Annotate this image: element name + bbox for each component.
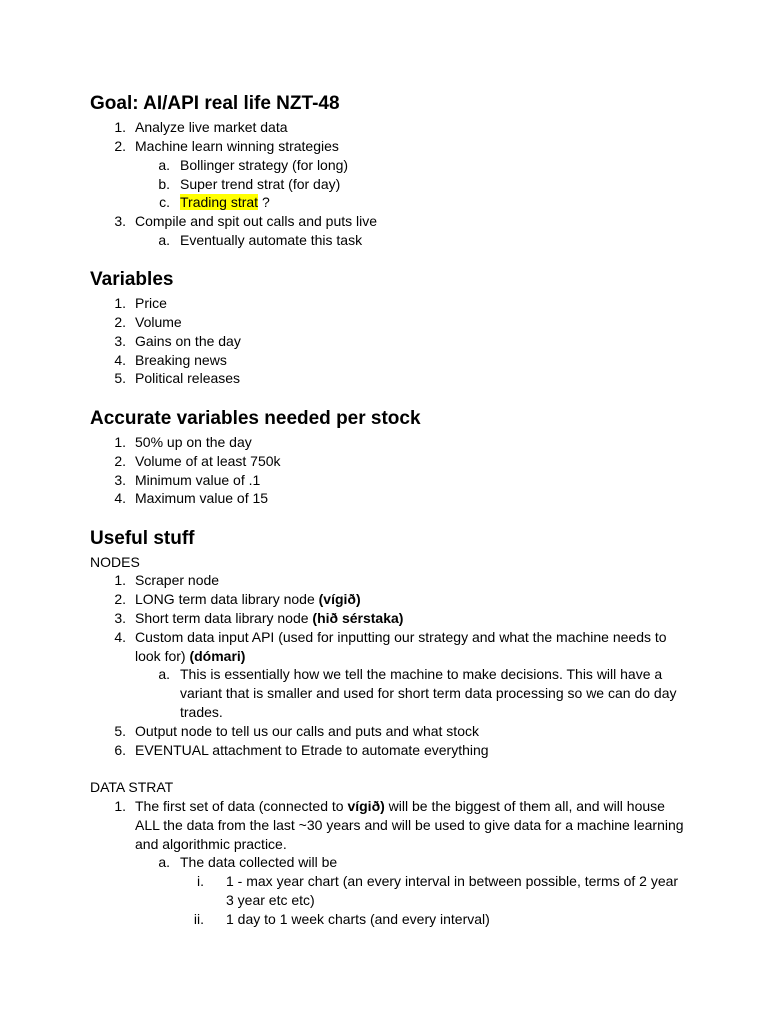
sublist-letter: b.	[158, 176, 170, 192]
sublist-item	[180, 193, 270, 211]
accurate-variables-heading: Accurate variables needed per stock	[90, 408, 421, 429]
sublist-letter: a.	[158, 157, 170, 173]
subsublist-numeral: i.	[197, 873, 204, 889]
subsublist-item: 1 - max year chart (an every interval in between possible, terms of 2 year	[226, 873, 679, 889]
list-number: 1.	[114, 434, 126, 450]
list-number: 2.	[114, 138, 126, 154]
list-item: Scraper node	[135, 572, 220, 588]
goal-heading: Goal: AI/API real life NZT-48	[90, 93, 340, 114]
list-number: 3.	[114, 213, 126, 229]
list-item	[135, 590, 361, 608]
list-item: Compile and spit out calls and puts live	[135, 213, 378, 229]
subsublist-item-continuation: 3 year etc etc)	[226, 892, 315, 908]
bold-term: (hið sérstaka)	[312, 610, 404, 626]
bold-term: (dómari)	[189, 648, 246, 664]
sublist-item-suffix: ?	[258, 194, 270, 210]
list-item: Gains on the day	[135, 333, 241, 349]
sublist-letter: a.	[158, 666, 170, 682]
list-item: Breaking news	[135, 352, 227, 368]
list-number: 3.	[114, 333, 126, 349]
sublist-letter: a.	[158, 854, 170, 870]
list-item: Output node to tell us our calls and puts and what stock	[135, 723, 479, 739]
list-number: 2.	[114, 453, 126, 469]
list-item: Price	[135, 295, 167, 311]
sublist-item: Eventually automate this task	[180, 232, 363, 248]
subsublist-item: 1 day to 1 week charts (and every interval)	[226, 911, 490, 927]
list-item	[135, 797, 665, 815]
sublist-item: Bollinger strategy (for long)	[180, 157, 349, 173]
list-number: 2.	[114, 314, 126, 330]
nodes-label: NODES	[90, 554, 140, 570]
list-number: 1.	[114, 572, 126, 588]
bold-term: vígið)	[347, 798, 385, 814]
list-item: Analyze live market data	[135, 119, 288, 135]
list-item: Machine learn winning strategies	[135, 138, 339, 154]
list-item-text: will be the biggest of them all, and will house	[384, 798, 665, 814]
list-number: 4.	[114, 352, 126, 368]
list-item: Political releases	[135, 370, 241, 386]
list-number: 3.	[114, 472, 126, 488]
list-item: Minimum value of .1	[135, 472, 261, 488]
list-item-text: Short term data library node	[135, 610, 313, 626]
sublist-item: This is essentially how we tell the machine to make decisions. This will have a	[180, 666, 663, 682]
list-number: 1.	[114, 295, 126, 311]
list-number: 5.	[114, 370, 126, 386]
list-item: EVENTUAL attachment to Etrade to automate everything	[135, 742, 489, 758]
list-item: Volume of at least 750k	[135, 453, 281, 469]
list-number: 1.	[114, 798, 126, 814]
useful-stuff-heading: Useful stuff	[90, 528, 195, 549]
list-item: 50% up on the day	[135, 434, 252, 450]
sublist-item-continuation: variant that is smaller and used for short term data processing so we can do day	[180, 685, 677, 701]
list-item	[135, 609, 403, 627]
list-number: 2.	[114, 591, 126, 607]
list-item: Volume	[135, 314, 182, 330]
list-item-continuation	[135, 647, 245, 665]
variables-heading: Variables	[90, 269, 174, 290]
list-item-continuation: ALL the data from the last ~30 years and will be used to give data for a machine learning	[135, 817, 684, 833]
sublist-item: Super trend strat (for day)	[180, 176, 341, 192]
list-item: Custom data input API (used for inputting our strategy and what the machine needs to	[135, 629, 667, 645]
list-number: 6.	[114, 742, 126, 758]
list-number: 5.	[114, 723, 126, 739]
highlighted-text: Trading strat	[180, 194, 259, 210]
list-number: 1.	[114, 119, 126, 135]
data-strat-label: DATA STRAT	[90, 779, 174, 795]
bold-term: (vígið)	[318, 591, 361, 607]
list-number: 4.	[114, 629, 126, 645]
list-item: Maximum value of 15	[135, 490, 269, 506]
sublist-letter: c.	[159, 194, 170, 210]
sublist-item-continuation: trades.	[180, 704, 223, 720]
list-item-text: look for)	[135, 648, 190, 664]
list-item-text: The first set of data (connected to	[135, 798, 348, 814]
sublist-letter: a.	[158, 232, 170, 248]
list-number: 3.	[114, 610, 126, 626]
sublist-item: The data collected will be	[180, 854, 338, 870]
list-number: 4.	[114, 490, 126, 506]
list-item-continuation: and algorithmic practice.	[135, 836, 287, 852]
list-item-text: LONG term data library node	[135, 591, 319, 607]
subsublist-numeral: ii.	[193, 911, 204, 927]
